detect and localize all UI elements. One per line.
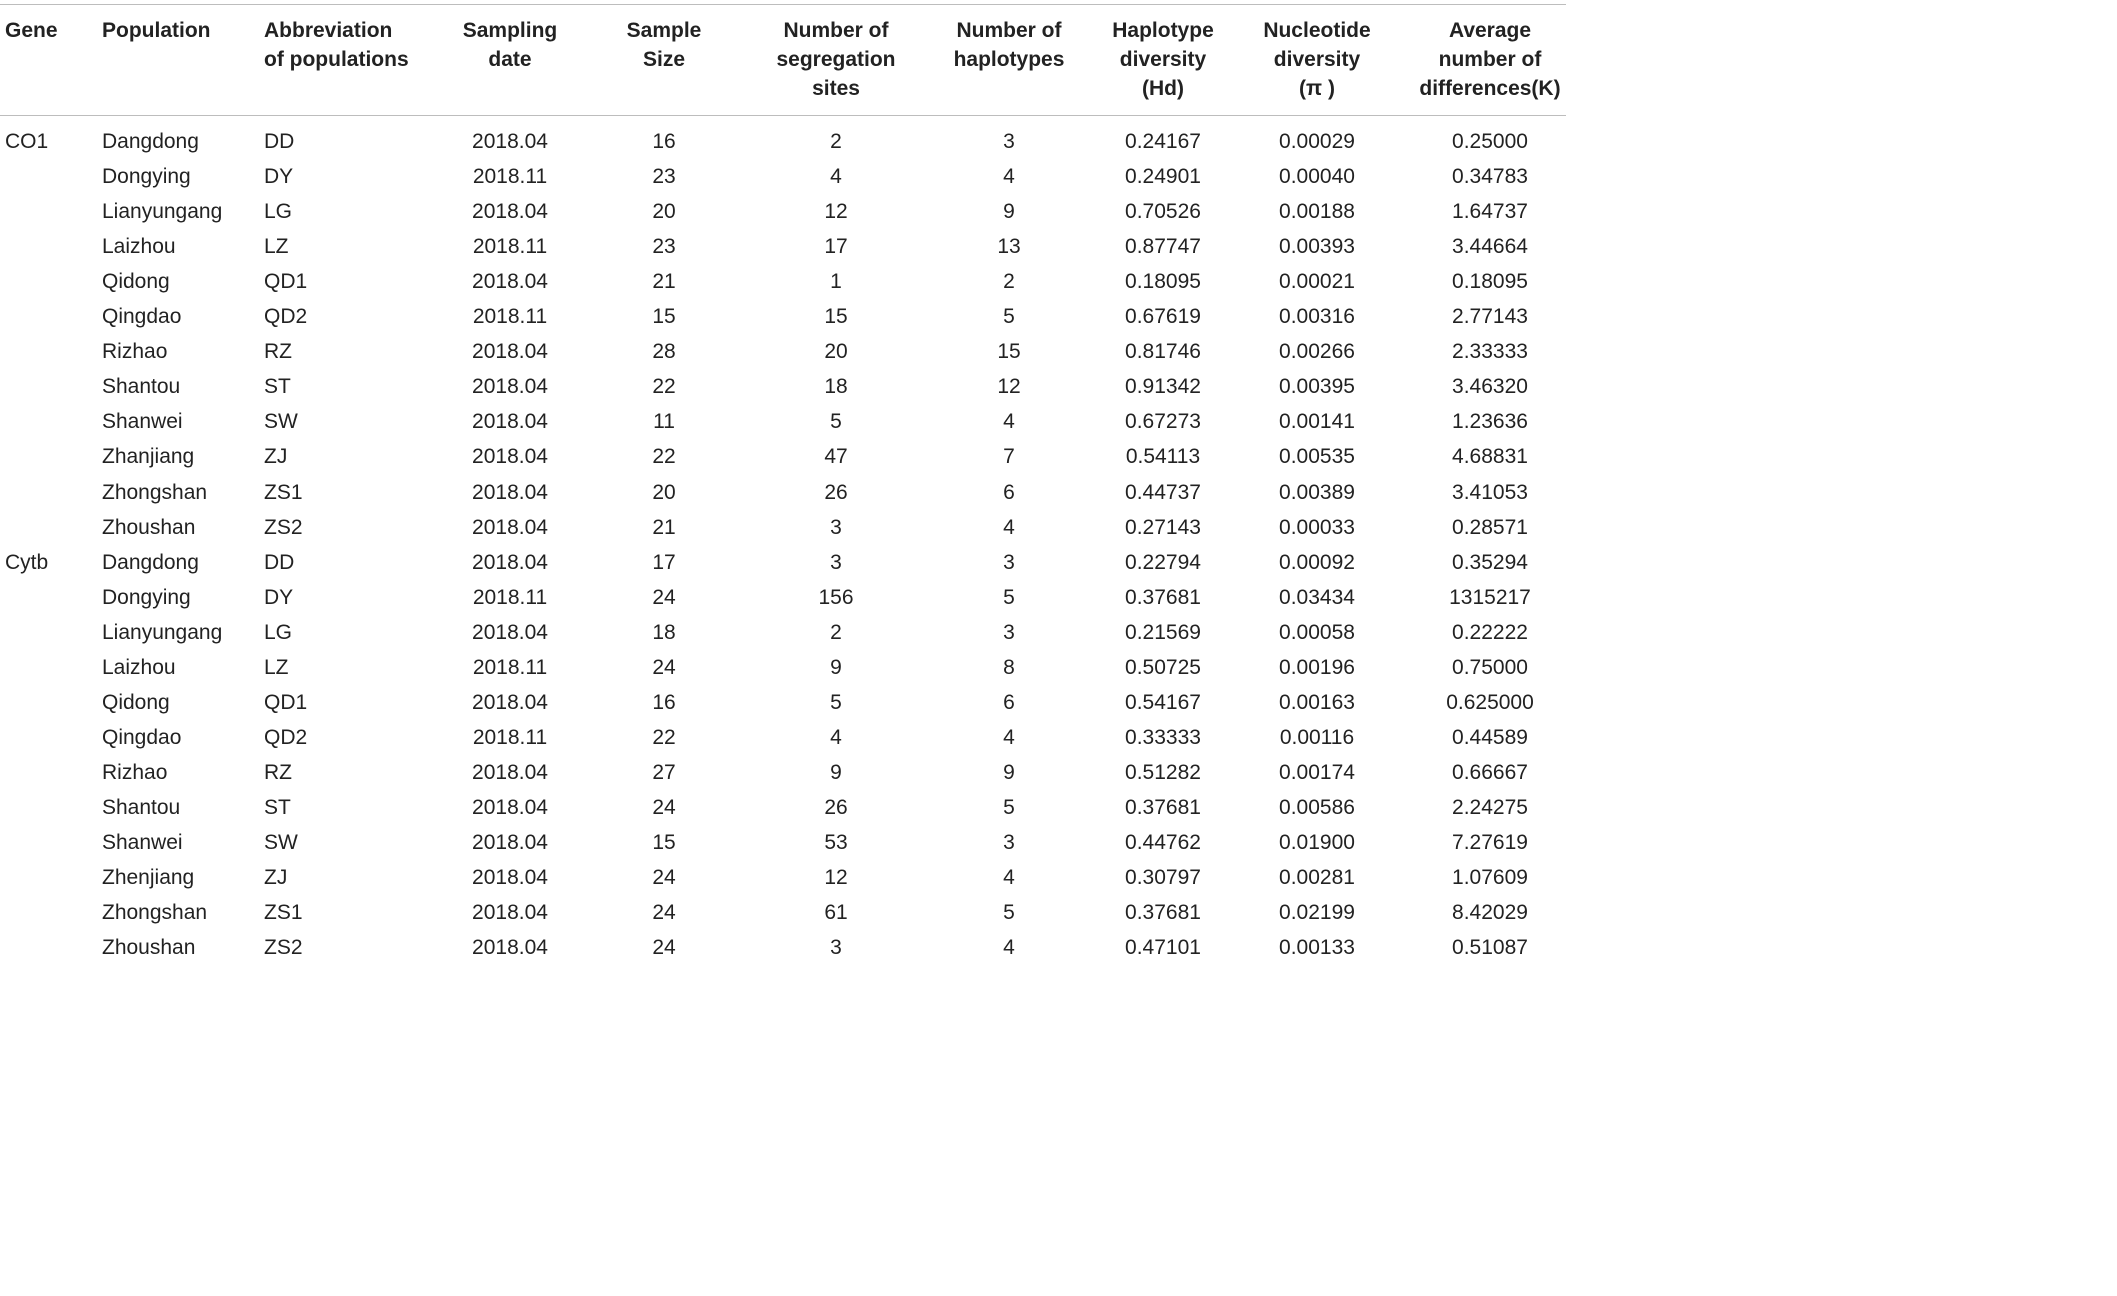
cell-sample-size: 24 xyxy=(652,901,676,924)
cell-haplotype-diversity: 0.24167 xyxy=(1125,130,1201,153)
cell-haplotype-diversity: 0.30797 xyxy=(1125,866,1201,889)
cell-population: Shanwei xyxy=(102,831,183,854)
cell-sampling-date: 2018.11 xyxy=(472,586,548,609)
cell-haplotype-diversity: 0.54167 xyxy=(1125,691,1201,714)
cell-population: Laizhou xyxy=(102,235,176,258)
cell-average-differences: 0.51087 xyxy=(1452,936,1528,959)
cell-sampling-date: 2018.04 xyxy=(472,796,548,819)
cell-segregation-sites: 9 xyxy=(830,656,842,679)
cell-sample-size: 24 xyxy=(652,936,676,959)
cell-haplotype-diversity: 0.50725 xyxy=(1125,656,1201,679)
header-line: differences(K) xyxy=(1419,77,1561,100)
cell-segregation-sites: 47 xyxy=(824,445,848,468)
cell-haplotype-diversity: 0.21569 xyxy=(1125,621,1201,644)
cell-average-differences: 0.35294 xyxy=(1452,551,1528,574)
header-sample-size xyxy=(600,16,728,74)
cell-average-differences: 0.66667 xyxy=(1452,761,1528,784)
header-line: (Hd) xyxy=(1142,77,1184,100)
cell-average-differences: 2.24275 xyxy=(1452,796,1528,819)
cell-sampling-date: 2018.11 xyxy=(472,305,548,328)
cell-haplotypes: 7 xyxy=(1003,445,1015,468)
cell-haplotype-diversity: 0.81746 xyxy=(1125,340,1201,363)
header-line: Gene xyxy=(5,19,58,42)
cell-population: Qidong xyxy=(102,270,170,293)
cell-nucleotide-diversity: 0.00316 xyxy=(1279,305,1355,328)
cell-nucleotide-diversity: 0.00133 xyxy=(1279,936,1355,959)
cell-haplotype-diversity: 0.67273 xyxy=(1125,410,1201,433)
cell-haplotype-diversity: 0.18095 xyxy=(1125,270,1201,293)
header-line: sites xyxy=(812,77,860,100)
cell-haplotype-diversity: 0.91342 xyxy=(1125,375,1201,398)
cell-nucleotide-diversity: 0.00058 xyxy=(1279,621,1355,644)
cell-nucleotide-diversity: 0.00281 xyxy=(1279,866,1355,889)
cell-segregation-sites: 4 xyxy=(830,726,842,749)
cell-segregation-sites: 4 xyxy=(830,165,842,188)
cell-segregation-sites: 9 xyxy=(830,761,842,784)
cell-abbreviation: LG xyxy=(264,621,293,644)
header-line: haplotypes xyxy=(953,48,1065,71)
header-nucleotide-diversity xyxy=(1246,16,1388,103)
cell-sample-size: 23 xyxy=(652,235,676,258)
cell-abbreviation: ZS2 xyxy=(264,936,303,959)
header-line: (π ) xyxy=(1299,77,1335,100)
cell-segregation-sites: 53 xyxy=(824,831,848,854)
cell-nucleotide-diversity: 0.00188 xyxy=(1279,200,1355,223)
cell-nucleotide-diversity: 0.00029 xyxy=(1279,130,1355,153)
header-haplotypes xyxy=(940,16,1078,74)
cell-haplotypes: 8 xyxy=(1003,656,1015,679)
header-line: Abbreviation xyxy=(264,19,393,42)
cell-segregation-sites: 20 xyxy=(824,340,848,363)
header-gene xyxy=(5,16,95,45)
cell-sample-size: 24 xyxy=(652,866,676,889)
cell-average-differences: 0.25000 xyxy=(1452,130,1528,153)
cell-segregation-sites: 26 xyxy=(824,481,848,504)
cell-haplotype-diversity: 0.70526 xyxy=(1125,200,1201,223)
cell-nucleotide-diversity: 0.00266 xyxy=(1279,340,1355,363)
cell-nucleotide-diversity: 0.03434 xyxy=(1279,586,1355,609)
cell-population: Rizhao xyxy=(102,761,168,784)
header-line: Average xyxy=(1448,19,1532,42)
cell-population: Dangdong xyxy=(102,551,199,574)
cell-average-differences: 0.28571 xyxy=(1452,516,1528,539)
cell-haplotype-diversity: 0.22794 xyxy=(1125,551,1201,574)
cell-sample-size: 20 xyxy=(652,200,676,223)
cell-sampling-date: 2018.04 xyxy=(472,551,548,574)
cell-segregation-sites: 3 xyxy=(830,551,842,574)
cell-population: Shantou xyxy=(102,796,181,819)
cell-average-differences: 7.27619 xyxy=(1452,831,1528,854)
cell-segregation-sites: 12 xyxy=(824,866,848,889)
table-top-rule xyxy=(0,4,1566,5)
cell-gene: Cytb xyxy=(5,551,49,574)
cell-abbreviation: QD2 xyxy=(264,726,308,749)
cell-average-differences: 3.46320 xyxy=(1452,375,1528,398)
cell-haplotype-diversity: 0.47101 xyxy=(1125,936,1201,959)
cell-sampling-date: 2018.04 xyxy=(472,481,548,504)
cell-sampling-date: 2018.04 xyxy=(472,691,548,714)
cell-abbreviation: SW xyxy=(264,831,298,854)
cell-nucleotide-diversity: 0.02199 xyxy=(1279,901,1355,924)
cell-population: Lianyungang xyxy=(102,621,223,644)
cell-sample-size: 15 xyxy=(652,305,676,328)
cell-nucleotide-diversity: 0.00389 xyxy=(1279,481,1355,504)
cell-average-differences: 1315217 xyxy=(1449,586,1531,609)
cell-population: Rizhao xyxy=(102,340,168,363)
cell-gene: CO1 xyxy=(5,130,49,153)
header-line: of populations xyxy=(264,48,409,71)
cell-sampling-date: 2018.11 xyxy=(472,235,548,258)
cell-sample-size: 21 xyxy=(652,270,676,293)
cell-haplotypes: 12 xyxy=(997,375,1021,398)
cell-segregation-sites: 18 xyxy=(824,375,848,398)
cell-abbreviation: ZJ xyxy=(264,866,288,889)
cell-segregation-sites: 61 xyxy=(824,901,848,924)
cell-abbreviation: DD xyxy=(264,130,295,153)
cell-sampling-date: 2018.04 xyxy=(472,375,548,398)
cell-haplotypes: 5 xyxy=(1003,901,1015,924)
cell-abbreviation: ST xyxy=(264,796,291,819)
cell-nucleotide-diversity: 0.00141 xyxy=(1279,410,1355,433)
cell-sample-size: 22 xyxy=(652,375,676,398)
cell-average-differences: 1.64737 xyxy=(1452,200,1528,223)
cell-population: Qingdao xyxy=(102,726,182,749)
table-header-rule xyxy=(0,115,1566,116)
cell-abbreviation: ZS1 xyxy=(264,481,303,504)
cell-haplotypes: 5 xyxy=(1003,305,1015,328)
cell-haplotypes: 3 xyxy=(1003,551,1015,574)
cell-haplotypes: 3 xyxy=(1003,621,1015,644)
cell-sampling-date: 2018.11 xyxy=(472,656,548,679)
cell-population: Zhoushan xyxy=(102,936,196,959)
header-abbreviation xyxy=(264,16,434,74)
cell-population: Zhanjiang xyxy=(102,445,195,468)
cell-abbreviation: ZS1 xyxy=(264,901,303,924)
cell-average-differences: 3.41053 xyxy=(1452,481,1528,504)
cell-haplotypes: 6 xyxy=(1003,691,1015,714)
cell-haplotypes: 4 xyxy=(1003,516,1015,539)
cell-segregation-sites: 3 xyxy=(830,516,842,539)
cell-segregation-sites: 5 xyxy=(830,691,842,714)
cell-haplotype-diversity: 0.37681 xyxy=(1125,901,1201,924)
header-line: Number of xyxy=(783,19,889,42)
cell-abbreviation: LZ xyxy=(264,235,289,258)
header-line: Haplotype xyxy=(1112,19,1214,42)
cell-population: Shanwei xyxy=(102,410,183,433)
cell-average-differences: 1.07609 xyxy=(1452,866,1528,889)
cell-segregation-sites: 2 xyxy=(830,130,842,153)
cell-haplotype-diversity: 0.27143 xyxy=(1125,516,1201,539)
cell-sample-size: 17 xyxy=(652,551,676,574)
cell-segregation-sites: 156 xyxy=(818,586,854,609)
cell-haplotypes: 9 xyxy=(1003,200,1015,223)
cell-average-differences: 0.18095 xyxy=(1452,270,1528,293)
cell-average-differences: 0.34783 xyxy=(1452,165,1528,188)
cell-population: Qidong xyxy=(102,691,170,714)
header-average-differences xyxy=(1410,16,1570,103)
cell-sample-size: 23 xyxy=(652,165,676,188)
cell-nucleotide-diversity: 0.00163 xyxy=(1279,691,1355,714)
cell-sampling-date: 2018.04 xyxy=(472,866,548,889)
cell-segregation-sites: 2 xyxy=(830,621,842,644)
cell-sample-size: 16 xyxy=(652,130,676,153)
header-line: number of xyxy=(1438,48,1542,71)
cell-segregation-sites: 12 xyxy=(824,200,848,223)
cell-abbreviation: ZS2 xyxy=(264,516,303,539)
cell-sampling-date: 2018.04 xyxy=(472,516,548,539)
cell-haplotype-diversity: 0.24901 xyxy=(1125,165,1201,188)
header-haplotype-diversity xyxy=(1090,16,1236,103)
cell-population: Dongying xyxy=(102,165,191,188)
cell-sampling-date: 2018.04 xyxy=(472,831,548,854)
header-segregation-sites xyxy=(760,16,912,103)
cell-sample-size: 18 xyxy=(652,621,676,644)
cell-abbreviation: RZ xyxy=(264,340,292,363)
cell-nucleotide-diversity: 0.00033 xyxy=(1279,516,1355,539)
cell-average-differences: 4.68831 xyxy=(1452,445,1528,468)
header-line: diversity xyxy=(1119,48,1207,71)
cell-sample-size: 20 xyxy=(652,481,676,504)
header-line: Number of xyxy=(956,19,1062,42)
cell-haplotype-diversity: 0.51282 xyxy=(1125,761,1201,784)
cell-sampling-date: 2018.04 xyxy=(472,130,548,153)
header-line: diversity xyxy=(1273,48,1361,71)
header-line: segregation xyxy=(776,48,896,71)
cell-haplotype-diversity: 0.87747 xyxy=(1125,235,1201,258)
cell-population: Lianyungang xyxy=(102,200,223,223)
header-line: Population xyxy=(102,19,211,42)
cell-abbreviation: ZJ xyxy=(264,445,288,468)
cell-abbreviation: DY xyxy=(264,165,294,188)
cell-sampling-date: 2018.04 xyxy=(472,410,548,433)
cell-population: Qingdao xyxy=(102,305,182,328)
cell-haplotypes: 3 xyxy=(1003,831,1015,854)
cell-abbreviation: QD1 xyxy=(264,270,308,293)
cell-abbreviation: RZ xyxy=(264,761,292,784)
cell-sampling-date: 2018.04 xyxy=(472,270,548,293)
cell-haplotypes: 4 xyxy=(1003,165,1015,188)
cell-haplotypes: 4 xyxy=(1003,410,1015,433)
cell-segregation-sites: 17 xyxy=(824,235,848,258)
cell-sample-size: 24 xyxy=(652,656,676,679)
header-line: Size xyxy=(642,48,686,71)
cell-sample-size: 28 xyxy=(652,340,676,363)
cell-nucleotide-diversity: 0.00535 xyxy=(1279,445,1355,468)
cell-haplotype-diversity: 0.44762 xyxy=(1125,831,1201,854)
cell-sampling-date: 2018.04 xyxy=(472,340,548,363)
cell-sample-size: 24 xyxy=(652,796,676,819)
cell-abbreviation: LZ xyxy=(264,656,289,679)
cell-haplotype-diversity: 0.54113 xyxy=(1125,445,1201,468)
cell-haplotypes: 2 xyxy=(1003,270,1015,293)
cell-nucleotide-diversity: 0.01900 xyxy=(1279,831,1355,854)
cell-segregation-sites: 5 xyxy=(830,410,842,433)
cell-sampling-date: 2018.04 xyxy=(472,901,548,924)
cell-sample-size: 15 xyxy=(652,831,676,854)
header-line: Nucleotide xyxy=(1263,19,1371,42)
cell-segregation-sites: 26 xyxy=(824,796,848,819)
cell-haplotype-diversity: 0.33333 xyxy=(1125,726,1201,749)
cell-sample-size: 16 xyxy=(652,691,676,714)
cell-average-differences: 0.22222 xyxy=(1452,621,1528,644)
cell-abbreviation: SW xyxy=(264,410,298,433)
cell-population: Zhongshan xyxy=(102,481,208,504)
cell-haplotype-diversity: 0.37681 xyxy=(1125,586,1201,609)
cell-segregation-sites: 3 xyxy=(830,936,842,959)
header-line: Sampling xyxy=(462,19,558,42)
cell-sample-size: 11 xyxy=(653,410,675,433)
cell-nucleotide-diversity: 0.00393 xyxy=(1279,235,1355,258)
cell-nucleotide-diversity: 0.00021 xyxy=(1279,270,1355,293)
cell-abbreviation: DD xyxy=(264,551,295,574)
cell-sampling-date: 2018.04 xyxy=(472,761,548,784)
cell-nucleotide-diversity: 0.00586 xyxy=(1279,796,1355,819)
cell-nucleotide-diversity: 0.00116 xyxy=(1279,726,1355,749)
cell-haplotypes: 4 xyxy=(1003,726,1015,749)
cell-average-differences: 0.75000 xyxy=(1452,656,1528,679)
cell-average-differences: 0.44589 xyxy=(1452,726,1528,749)
cell-sample-size: 21 xyxy=(652,516,676,539)
cell-population: Dangdong xyxy=(102,130,199,153)
cell-nucleotide-diversity: 0.00040 xyxy=(1279,165,1355,188)
header-line: date xyxy=(488,48,532,71)
cell-population: Dongying xyxy=(102,586,191,609)
cell-haplotypes: 9 xyxy=(1003,761,1015,784)
cell-population: Zhongshan xyxy=(102,901,208,924)
cell-abbreviation: QD1 xyxy=(264,691,308,714)
cell-population: Zhenjiang xyxy=(102,866,195,889)
cell-haplotypes: 4 xyxy=(1003,866,1015,889)
cell-average-differences: 8.42029 xyxy=(1452,901,1528,924)
cell-segregation-sites: 15 xyxy=(824,305,848,328)
cell-population: Shantou xyxy=(102,375,181,398)
cell-sampling-date: 2018.04 xyxy=(472,200,548,223)
cell-sampling-date: 2018.04 xyxy=(472,936,548,959)
cell-sampling-date: 2018.11 xyxy=(472,165,548,188)
cell-abbreviation: ST xyxy=(264,375,291,398)
cell-haplotypes: 13 xyxy=(997,235,1021,258)
header-sampling-date xyxy=(440,16,580,74)
cell-abbreviation: LG xyxy=(264,200,293,223)
cell-sample-size: 27 xyxy=(652,761,676,784)
cell-average-differences: 2.77143 xyxy=(1452,305,1528,328)
cell-haplotypes: 15 xyxy=(997,340,1021,363)
cell-abbreviation: QD2 xyxy=(264,305,308,328)
cell-average-differences: 3.44664 xyxy=(1452,235,1528,258)
cell-haplotypes: 5 xyxy=(1003,796,1015,819)
cell-average-differences: 2.33333 xyxy=(1452,340,1528,363)
cell-nucleotide-diversity: 0.00395 xyxy=(1279,375,1355,398)
cell-average-differences: 1.23636 xyxy=(1452,410,1528,433)
cell-haplotypes: 5 xyxy=(1003,586,1015,609)
cell-haplotype-diversity: 0.37681 xyxy=(1125,796,1201,819)
cell-haplotypes: 3 xyxy=(1003,130,1015,153)
cell-sampling-date: 2018.11 xyxy=(472,726,548,749)
cell-population: Zhoushan xyxy=(102,516,196,539)
cell-average-differences: 0.625000 xyxy=(1446,691,1534,714)
cell-sample-size: 22 xyxy=(652,445,676,468)
cell-nucleotide-diversity: 0.00196 xyxy=(1279,656,1355,679)
cell-haplotypes: 4 xyxy=(1003,936,1015,959)
cell-abbreviation: DY xyxy=(264,586,294,609)
cell-sample-size: 24 xyxy=(652,586,676,609)
cell-population: Laizhou xyxy=(102,656,176,679)
cell-sampling-date: 2018.04 xyxy=(472,621,548,644)
cell-sample-size: 22 xyxy=(652,726,676,749)
cell-segregation-sites: 1 xyxy=(830,270,842,293)
header-population xyxy=(102,16,252,45)
cell-haplotype-diversity: 0.67619 xyxy=(1125,305,1201,328)
header-line: Sample xyxy=(626,19,702,42)
cell-haplotype-diversity: 0.44737 xyxy=(1125,481,1201,504)
cell-nucleotide-diversity: 0.00174 xyxy=(1279,761,1355,784)
cell-haplotypes: 6 xyxy=(1003,481,1015,504)
cell-nucleotide-diversity: 0.00092 xyxy=(1279,551,1355,574)
cell-sampling-date: 2018.04 xyxy=(472,445,548,468)
